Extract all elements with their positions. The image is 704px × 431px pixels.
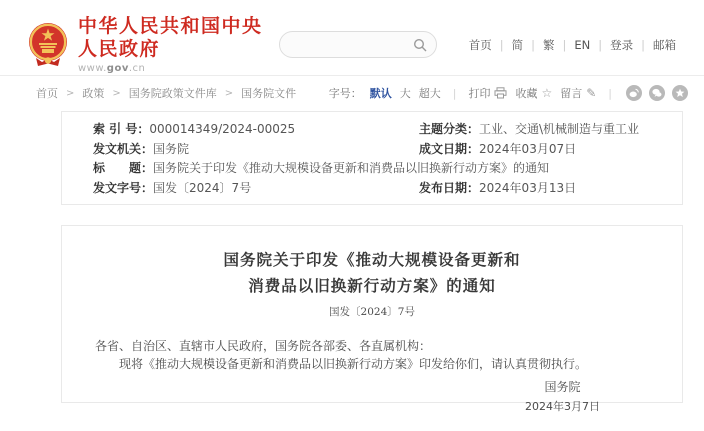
document-title	[95, 247, 649, 299]
printer-icon	[494, 87, 507, 99]
breadcrumb-separator: >	[66, 87, 75, 99]
meta-issuer-value: 国务院	[153, 141, 190, 156]
breadcrumb	[36, 85, 296, 101]
wechat-share-icon[interactable]	[649, 85, 665, 101]
favorite-button[interactable]	[515, 85, 552, 101]
document-title-line2: 消费品以旧换新行动方案》的通知	[248, 276, 496, 295]
brand-text	[78, 15, 279, 75]
breadcrumb-separator: >	[112, 87, 121, 99]
meta-doc-number-label: 发文字号：	[93, 180, 154, 195]
font-size-default-button[interactable]: 默认	[369, 87, 392, 100]
comment-label: 留言	[560, 87, 583, 100]
nav-separator: |	[499, 37, 504, 52]
document-content-box	[61, 225, 683, 413]
meta-topic	[388, 121, 682, 138]
document-title-line1: 国务院关于印发《推动大规模设备更新和	[223, 250, 521, 269]
nav-link-login[interactable]: 登录	[610, 37, 634, 52]
star-icon: ☆	[541, 86, 553, 100]
meta-title-label: 标 题：	[93, 161, 154, 175]
document-number: 国发〔2024〕7号	[329, 306, 415, 318]
font-size-xlarge-button[interactable]: 超大	[418, 87, 441, 100]
nav-link-simplified[interactable]: 简	[511, 37, 524, 52]
site-url-suffix: .cn	[128, 63, 146, 75]
site-url-prefix: www.	[78, 63, 107, 75]
meta-topic-value: 工业、交通\机械制造与重工业	[479, 122, 640, 136]
national-emblem-logo	[28, 22, 68, 68]
breadcrumb-policy[interactable]: 政策	[82, 87, 105, 100]
nav-separator: |	[562, 37, 567, 52]
site-url-gov: gov	[106, 63, 129, 75]
site-url	[78, 63, 279, 74]
breadcrumb-toolbar-row	[0, 76, 704, 107]
document-metadata-box	[61, 111, 683, 205]
meta-written-date	[388, 141, 682, 158]
meta-title-value: 国务院关于印发《推动大规模设备更新和消费品以旧换新行动方案》的通知	[153, 161, 550, 175]
signature-issuer: 国务院	[544, 380, 581, 394]
search-input[interactable]	[292, 39, 413, 51]
nav-link-english[interactable]: EN	[574, 37, 591, 52]
meta-topic-label: 主题分类：	[419, 122, 480, 136]
print-button[interactable]	[468, 85, 507, 101]
font-size-label: 字号：	[328, 87, 362, 100]
meta-publish-date-value: 2024年03月13日	[479, 180, 577, 195]
search-box[interactable]	[279, 31, 437, 58]
breadcrumb-state-council-docs[interactable]: 国务院文件	[241, 87, 297, 100]
breadcrumb-separator: >	[224, 87, 234, 99]
top-nav-links	[461, 37, 684, 53]
site-brand[interactable]	[28, 15, 279, 75]
document-paragraph-body: 现将《推动大规模设备更新和消费品以旧换新行动方案》印发给你们，请认真贯彻执行。	[119, 356, 588, 371]
search-icon[interactable]	[413, 38, 427, 52]
document-paragraphs	[95, 338, 649, 373]
favorite-label: 收藏	[515, 87, 538, 100]
site-header	[0, 0, 704, 76]
meta-written-date-value: 2024年03月07日	[479, 141, 577, 156]
document-toolbar	[329, 85, 688, 101]
qzone-share-icon[interactable]	[672, 85, 688, 101]
meta-issuer	[62, 141, 388, 158]
meta-doc-number-value: 国发〔2024〕7号	[153, 180, 252, 195]
meta-doc-number	[62, 180, 388, 197]
meta-issuer-label: 发文机关：	[93, 141, 154, 156]
nav-separator: |	[641, 37, 645, 52]
header-right	[279, 31, 688, 58]
nav-link-home[interactable]: 首页	[468, 37, 492, 52]
pencil-icon: ✎	[586, 86, 597, 100]
toolbar-divider: |	[452, 86, 457, 100]
signature-block	[525, 377, 600, 417]
nav-link-mail[interactable]: 邮箱	[653, 37, 676, 52]
nav-separator: |	[598, 37, 603, 52]
signature-date: 2024年3月7日	[525, 400, 600, 413]
nav-separator: |	[531, 37, 535, 52]
meta-title	[62, 160, 682, 177]
document-paragraph-salutation: 各省、自治区、直辖市人民政府，国务院各部委、各直属机构：	[95, 339, 432, 353]
meta-index-number	[62, 121, 388, 138]
comment-button[interactable]	[560, 85, 596, 101]
meta-publish-date	[388, 180, 682, 197]
print-label: 打印	[468, 87, 491, 100]
share-buttons	[626, 85, 688, 101]
breadcrumb-policy-library[interactable]: 国务院政策文件库	[128, 87, 217, 100]
meta-index-label: 索 引 号：	[93, 122, 150, 136]
weibo-share-icon[interactable]	[626, 85, 642, 101]
meta-written-date-label: 成文日期：	[419, 141, 480, 156]
meta-publish-date-label: 发布日期：	[419, 180, 480, 195]
toolbar-divider: |	[608, 86, 612, 100]
nav-link-traditional[interactable]: 繁	[543, 37, 555, 52]
font-size-large-button[interactable]: 大	[399, 87, 411, 100]
site-title: 中华人民共和国中央人民政府	[78, 14, 263, 60]
meta-index-value: 000014349/2024-00025	[149, 122, 296, 136]
breadcrumb-home[interactable]: 首页	[36, 87, 58, 100]
